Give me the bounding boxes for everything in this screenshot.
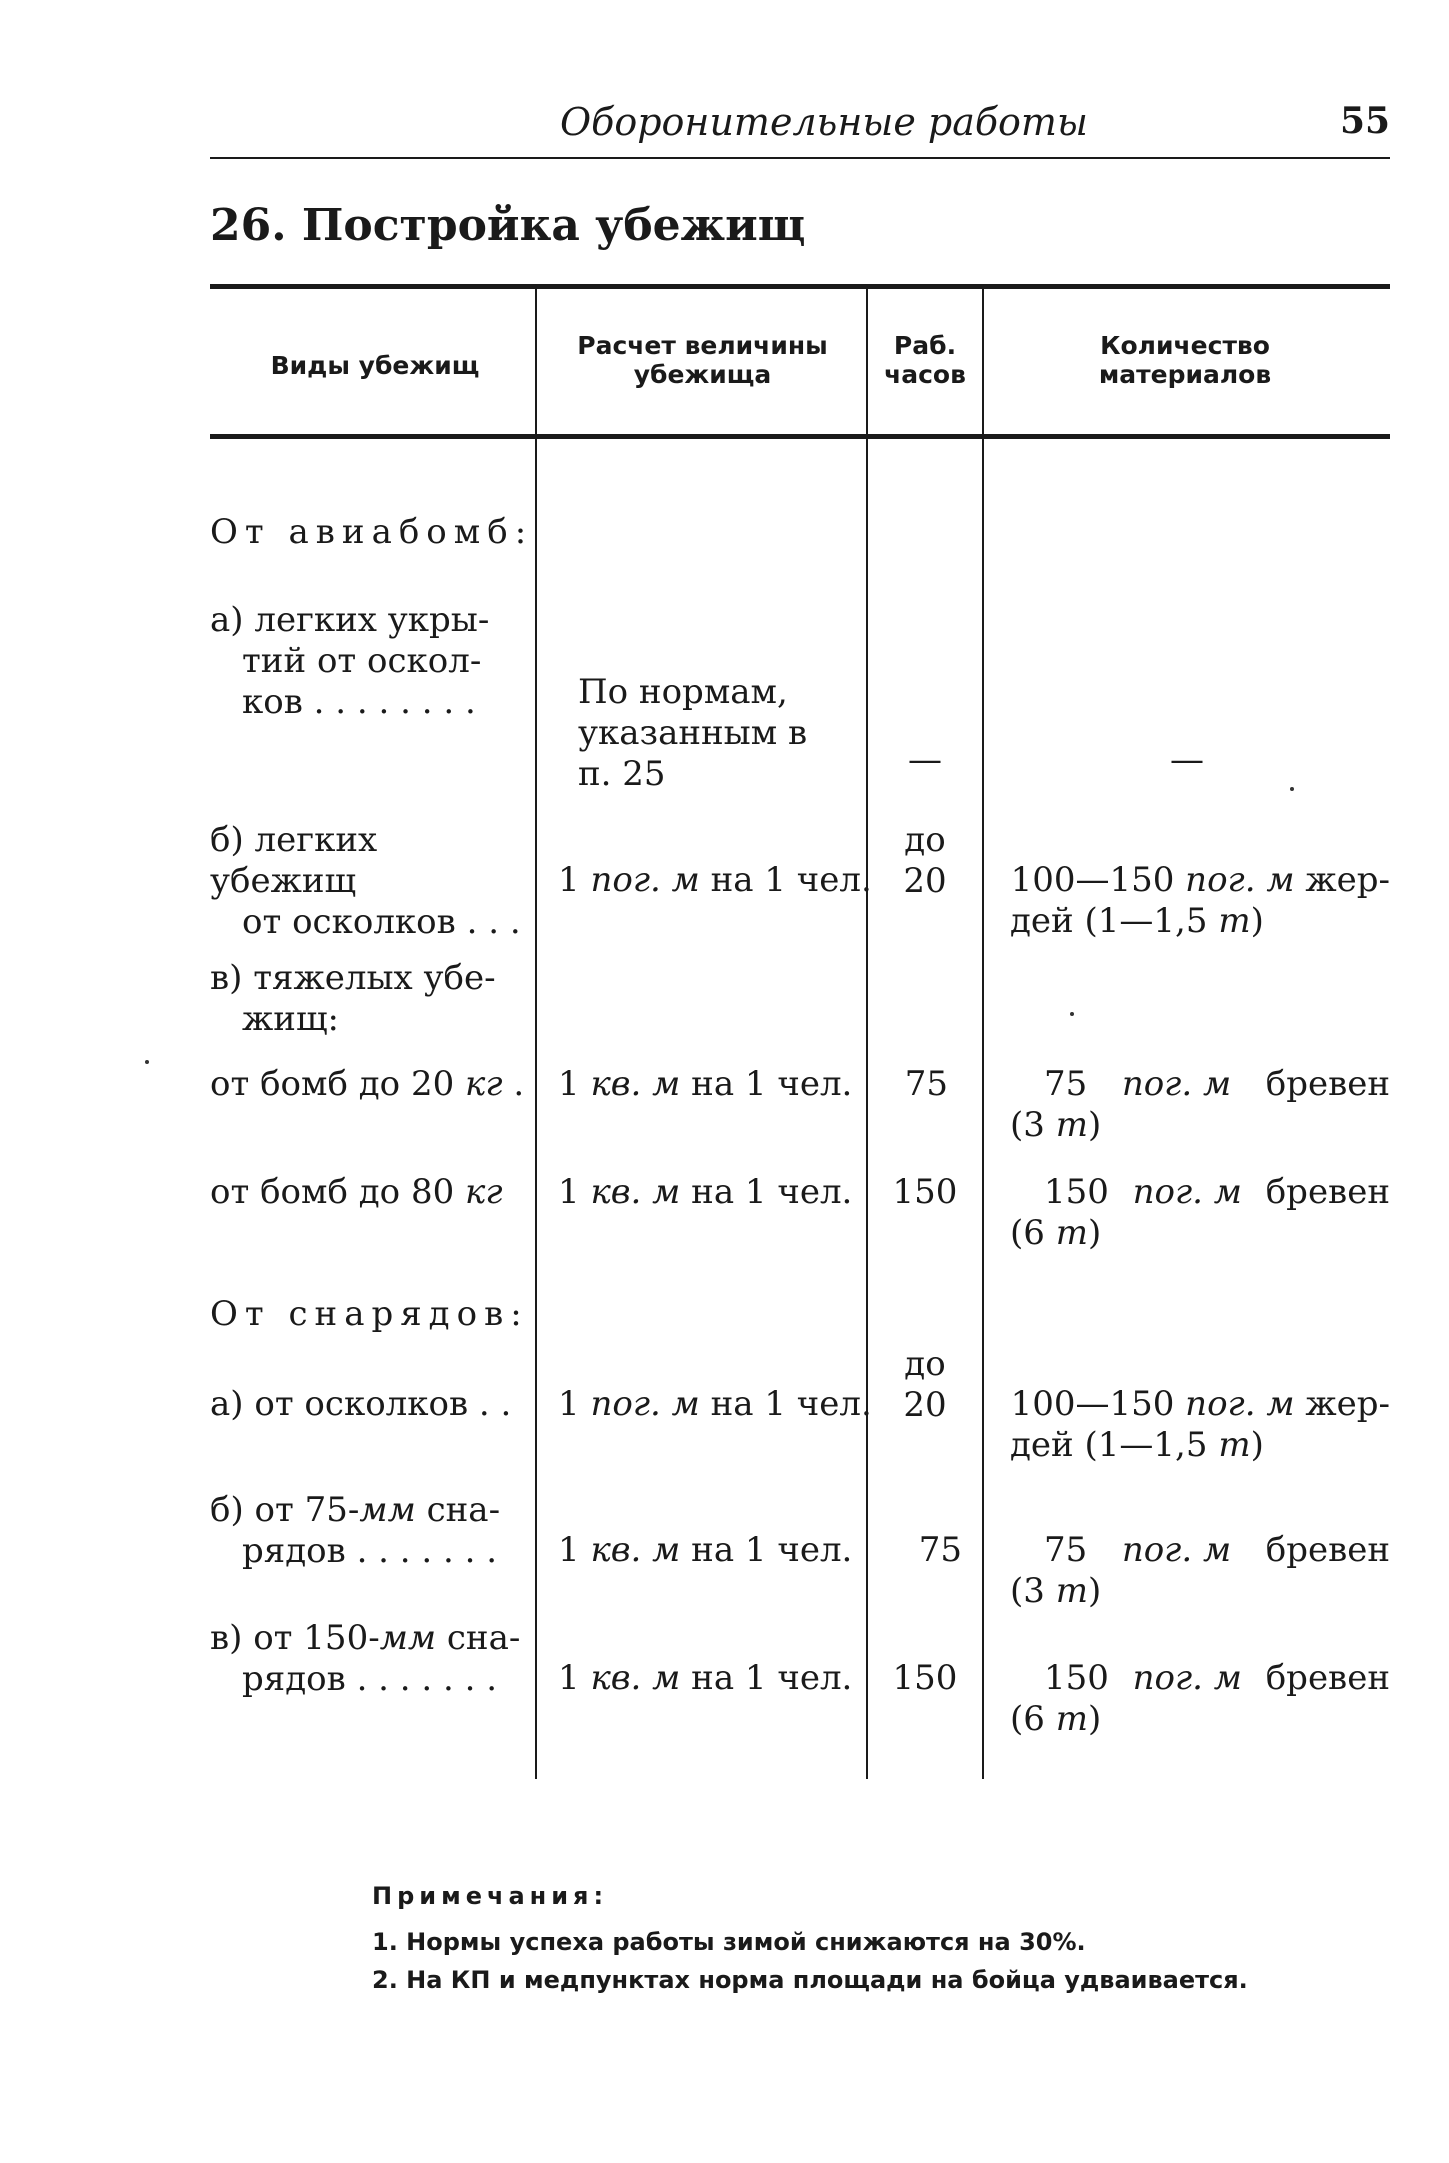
materials-cell <box>1010 860 1390 942</box>
kind-cell <box>210 1618 530 1700</box>
materials-cell <box>1010 1658 1390 1740</box>
column-divider <box>866 439 868 1779</box>
page-number: 55 <box>1340 100 1391 142</box>
calc-per: на 1 чел. <box>710 860 872 900</box>
group-label-aviabombs: От авиабомб: <box>210 512 534 552</box>
hours-line: 20 <box>903 1384 947 1425</box>
mat-word: жер- <box>1305 860 1390 900</box>
column-divider <box>982 439 984 1779</box>
kind-text: б) от 75- <box>210 1490 360 1530</box>
mat-word: бревен <box>1265 1658 1390 1698</box>
mat-line2: (3 <box>1010 1104 1045 1145</box>
scan-speck <box>1070 1012 1074 1016</box>
kind-line: жищ: <box>242 998 340 1039</box>
hours-cell <box>870 820 980 902</box>
kind-text: сна- <box>426 1490 501 1530</box>
group-label-shells: От снарядов: <box>210 1294 529 1334</box>
mat-word: бревен <box>1265 1172 1390 1212</box>
calc-per: на 1 чел. <box>691 1064 853 1104</box>
kind-line: а) легких укры- <box>210 600 490 640</box>
mat-line2-unit: т <box>1055 1104 1088 1145</box>
kind-text: от бомб до 20 <box>210 1064 455 1104</box>
kind-unit: мм <box>379 1618 437 1658</box>
note-item: 1. Нормы успеха работы зимой снижаются на 30%. <box>372 1928 1086 1956</box>
mat-line2-close: ) <box>1087 1212 1102 1253</box>
kind-text: сна- <box>446 1618 521 1658</box>
column-divider <box>535 439 537 1779</box>
calc-number: 1 <box>558 860 580 900</box>
mat-number: 100—150 <box>1010 860 1175 900</box>
table-top-rule <box>210 284 1390 289</box>
calc-cell <box>558 1384 872 1425</box>
column-header-materials: Количество материалов <box>1098 331 1272 389</box>
column-divider <box>535 289 537 434</box>
mat-unit: пог. м <box>1185 1384 1295 1424</box>
mat-unit: пог. м <box>1121 1064 1232 1104</box>
materials-cell <box>1010 1064 1390 1146</box>
hours-cell: 75 <box>904 1064 948 1104</box>
mat-line2-close: ) <box>1087 1698 1102 1739</box>
kind-unit: кг <box>465 1172 503 1212</box>
mat-number: 150 <box>1044 1658 1109 1698</box>
mat-line2: (6 <box>1010 1698 1045 1739</box>
hours-cell: 75 <box>918 1530 962 1570</box>
hours-cell: 150 <box>892 1172 958 1212</box>
calc-number: 1 <box>558 1530 580 1570</box>
scan-speck <box>145 1060 149 1064</box>
column-header-calc: Расчет величины убежища <box>577 331 828 389</box>
hours-line: до <box>904 820 946 860</box>
calc-line: п. 25 <box>578 753 666 794</box>
calc-number: 1 <box>558 1384 580 1424</box>
calc-cell <box>558 1530 852 1571</box>
kind-unit: кг <box>465 1064 503 1104</box>
column-divider <box>982 289 984 434</box>
mat-word: бревен <box>1265 1064 1390 1104</box>
mat-line2-close: ) <box>1087 1104 1102 1145</box>
calc-unit: пог. м <box>590 1384 700 1424</box>
mat-number: 75 <box>1044 1530 1088 1570</box>
calc-per: на 1 чел. <box>691 1658 853 1698</box>
hours-cell: — <box>908 740 942 780</box>
mat-word: бревен <box>1265 1530 1390 1570</box>
materials-cell <box>1010 1384 1390 1466</box>
running-header-title: Оборонительные работы <box>560 100 1088 144</box>
calc-per: на 1 чел. <box>710 1384 872 1424</box>
mat-line2-close: ) <box>1250 900 1264 941</box>
calc-cell <box>558 1172 852 1213</box>
table-row <box>210 600 520 722</box>
calc-number: 1 <box>558 1658 580 1698</box>
mat-line2: (3 <box>1010 1570 1045 1611</box>
kind-cell <box>210 1064 524 1105</box>
calc-line: По нормам, <box>578 672 788 712</box>
mat-line2-unit: т <box>1055 1212 1088 1253</box>
kind-cell <box>210 958 530 1040</box>
kind-line: в) тяжелых убе- <box>210 958 496 998</box>
kind-cell <box>210 600 520 722</box>
kind-cell <box>210 1172 503 1213</box>
calc-cell <box>558 1658 852 1699</box>
calc-number: 1 <box>558 1064 580 1104</box>
calc-unit: кв. м <box>590 1658 681 1698</box>
kind-dot: . <box>513 1064 525 1104</box>
mat-unit: пог. м <box>1132 1658 1242 1698</box>
column-header-hours: Раб. часов <box>884 331 966 389</box>
materials-cell <box>1010 1172 1390 1254</box>
mat-unit: пог. м <box>1185 860 1295 900</box>
notes-label: Примечания: <box>372 1882 609 1910</box>
section-title: 26. Постройка убежищ <box>210 200 806 251</box>
kind-text: в) от 150- <box>210 1618 380 1658</box>
mat-line2-unit: т <box>1055 1698 1088 1739</box>
mat-line2-unit: т <box>1055 1570 1088 1611</box>
calc-line: указанным в <box>578 712 808 753</box>
mat-line2-close: ) <box>1250 1424 1264 1465</box>
column-divider <box>866 289 868 434</box>
calc-cell <box>558 860 872 901</box>
mat-number: 75 <box>1044 1064 1088 1104</box>
column-header-kind: Виды убежищ <box>270 351 480 380</box>
calc-per: на 1 чел. <box>691 1530 853 1570</box>
kind-line: рядов . . . . . . . <box>242 1658 498 1699</box>
calc-unit: кв. м <box>590 1530 681 1570</box>
mat-line2-close: ) <box>1087 1570 1102 1611</box>
calc-unit: пог. м <box>590 860 700 900</box>
kind-line: тий от оскол- <box>242 640 482 681</box>
mat-unit: пог. м <box>1132 1172 1242 1212</box>
mat-line2: дей (1—1,5 <box>1010 900 1208 941</box>
mat-word: жер- <box>1305 1384 1390 1424</box>
calc-cell <box>558 1064 852 1105</box>
kind-line: рядов . . . . . . . <box>242 1530 498 1571</box>
hours-cell: 150 <box>892 1658 958 1698</box>
hours-cell <box>870 1344 980 1426</box>
kind-line: от осколков . . . <box>242 901 521 942</box>
table-header-rule <box>210 434 1390 439</box>
calc-unit: кв. м <box>590 1064 681 1104</box>
kind-text: от бомб до 80 <box>210 1172 455 1212</box>
note-item: 2. На КП и медпунктах норма площади на бойца удваивается. <box>372 1966 1248 1994</box>
mat-number: 100—150 <box>1010 1384 1175 1424</box>
mat-line2-unit: т <box>1218 1424 1251 1465</box>
calc-number: 1 <box>558 1172 580 1212</box>
kind-cell <box>210 1490 530 1572</box>
calc-cell <box>578 672 848 794</box>
mat-unit: пог. м <box>1121 1530 1232 1570</box>
hours-line: 20 <box>903 860 947 901</box>
materials-cell: — <box>1170 740 1204 780</box>
kind-line: ков . . . . . . . . <box>242 681 476 722</box>
hours-line: до <box>904 1344 946 1384</box>
kind-cell <box>210 820 530 942</box>
kind-unit: мм <box>359 1490 416 1530</box>
mat-number: 150 <box>1044 1172 1109 1212</box>
mat-line2: (6 <box>1010 1212 1045 1253</box>
materials-cell <box>1010 1530 1390 1612</box>
kind-cell: а) от осколков . . <box>210 1384 512 1424</box>
calc-unit: кв. м <box>590 1172 681 1212</box>
calc-per: на 1 чел. <box>691 1172 853 1212</box>
kind-line: б) легких убежищ <box>210 820 378 901</box>
mat-line2: дей (1—1,5 <box>1010 1424 1208 1465</box>
scan-speck <box>1290 787 1294 791</box>
mat-line2-unit: т <box>1218 900 1251 941</box>
